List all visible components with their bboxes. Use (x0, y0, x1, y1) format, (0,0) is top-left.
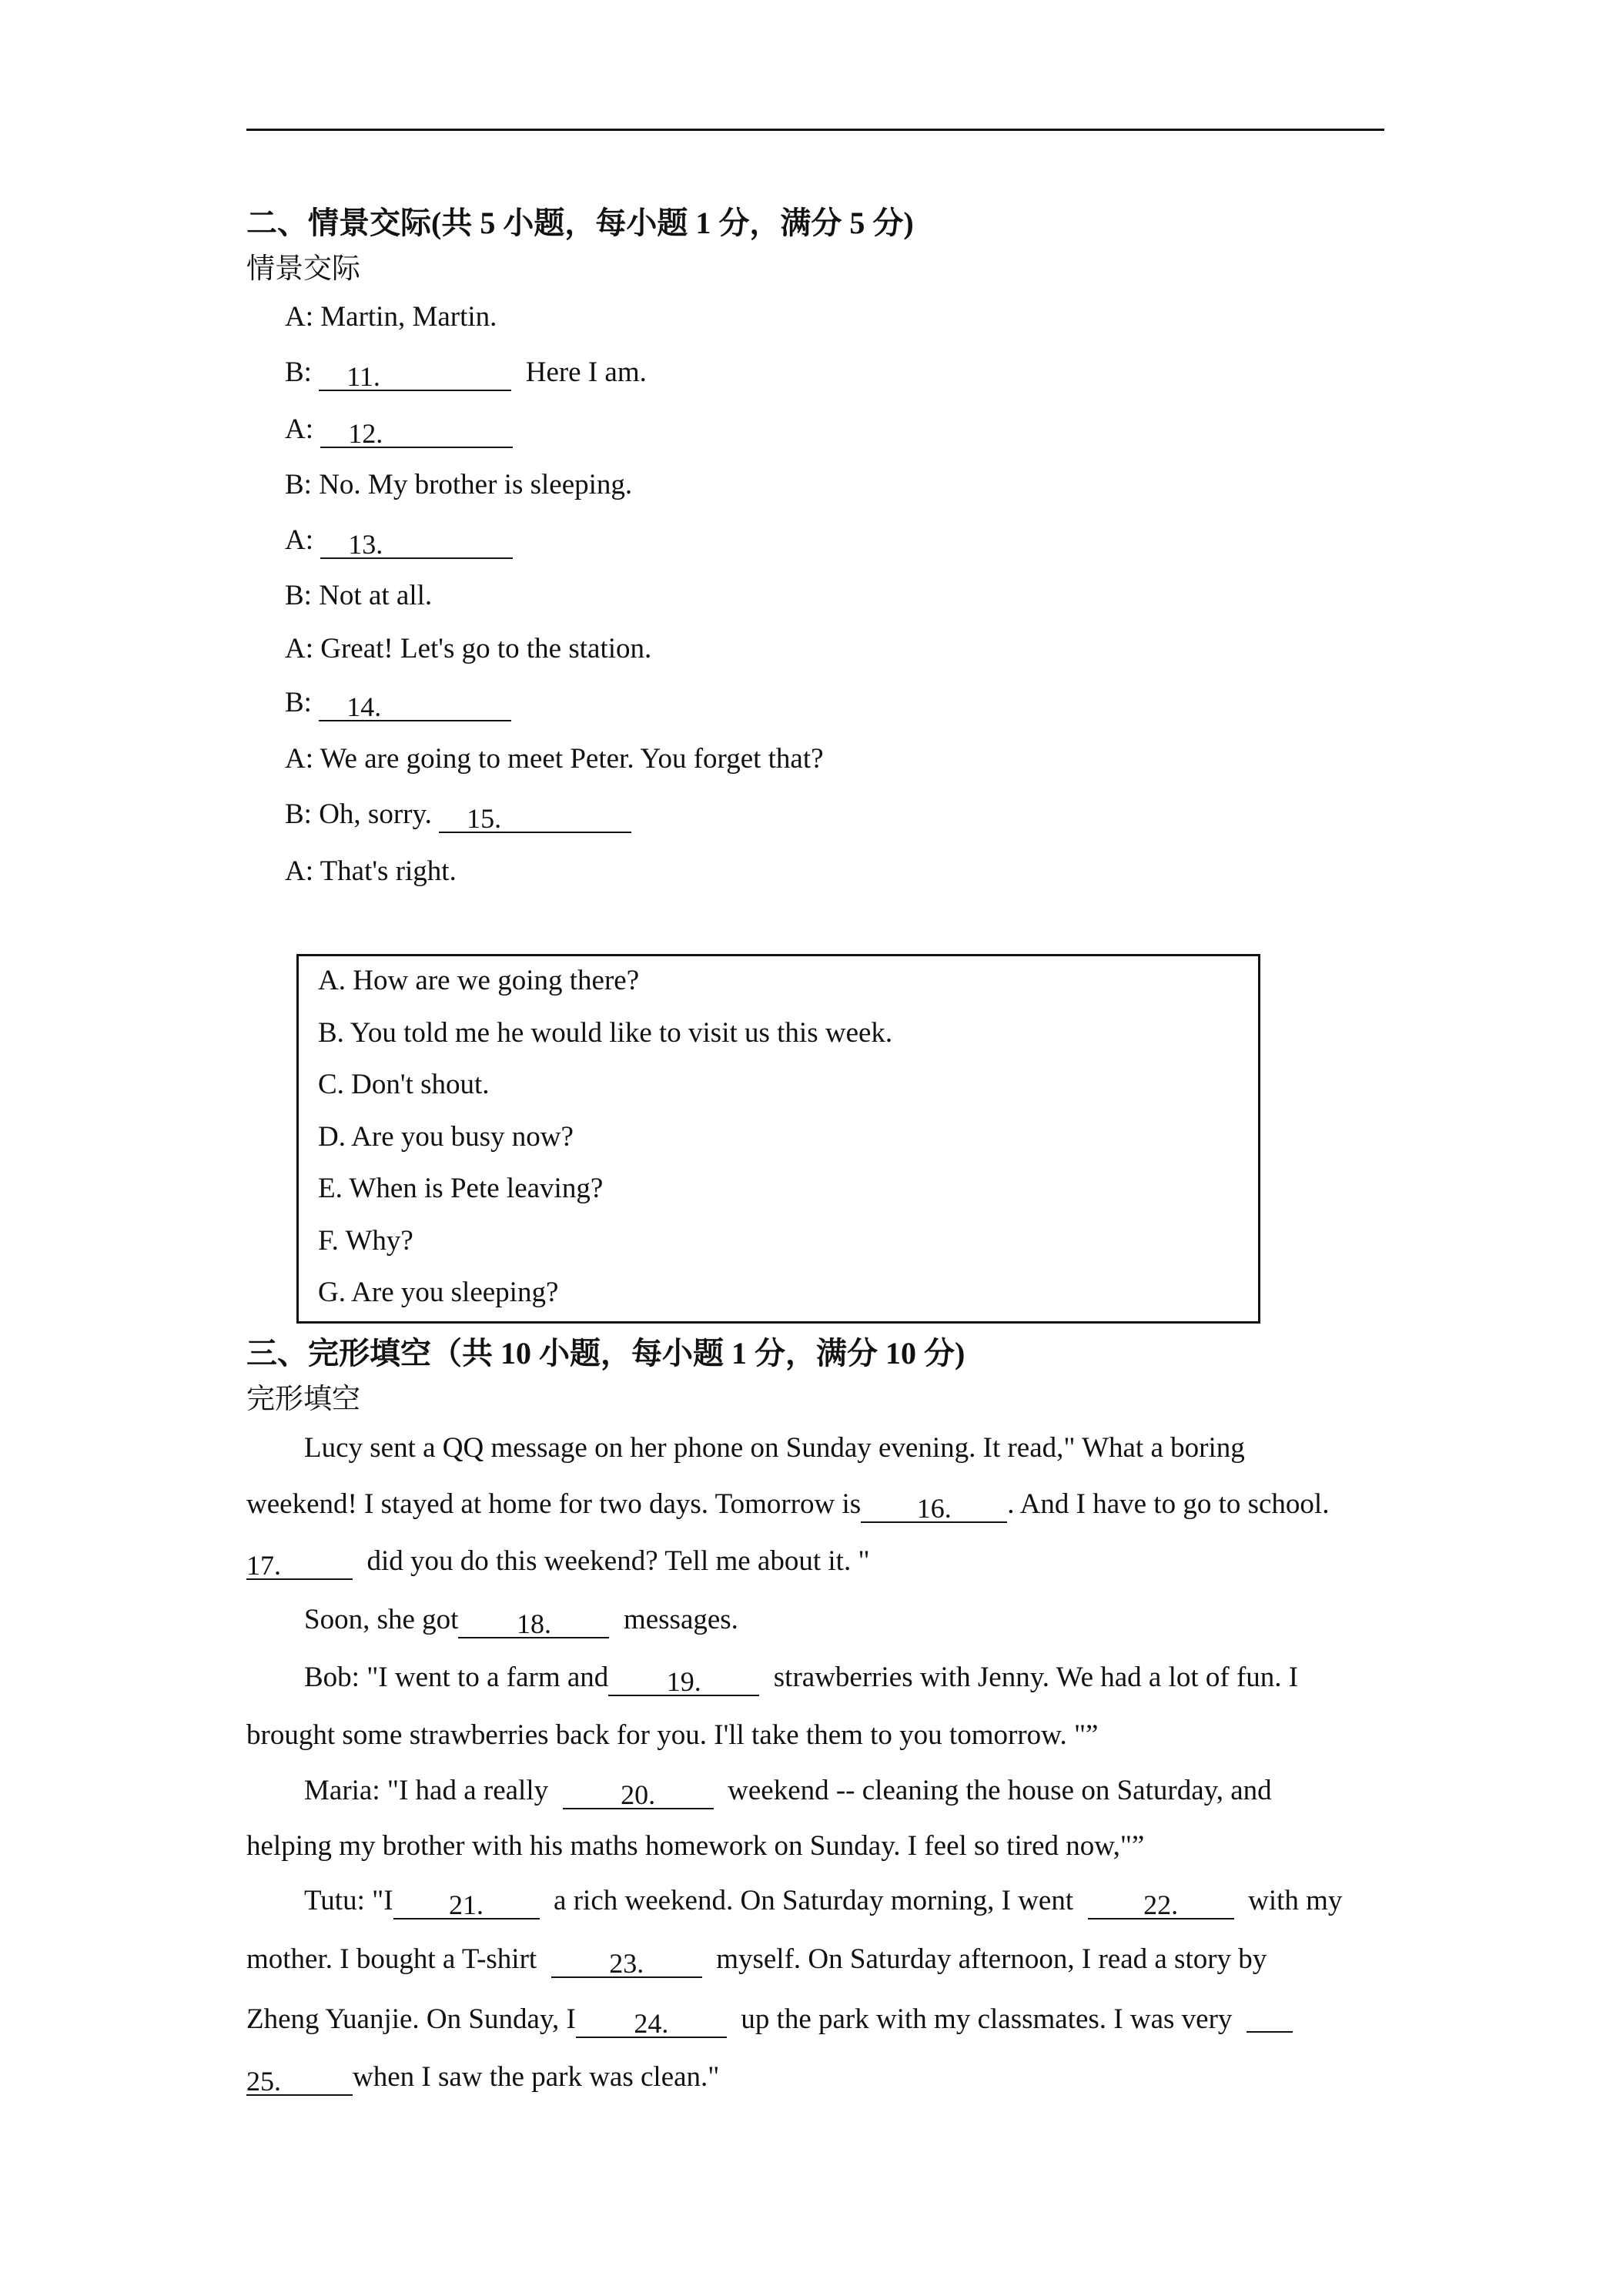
section2-heading: 二、情景交际(共 5 小题，每小题 1 分，满分 5 分) (246, 206, 914, 240)
dialogue-line: A: Martin, Martin. (285, 301, 497, 333)
dialogue-line: B: 14. (285, 686, 511, 721)
section2-subtitle: 情景交际 (246, 253, 360, 285)
section3-heading: 三、完形填空（共 10 小题，每小题 1 分，满分 10 分) (246, 1336, 965, 1371)
option-c: C. Don't shout. (318, 1069, 490, 1100)
option-g: G. Are you sleeping? (318, 1277, 559, 1308)
dialogue-line: B: Oh, sorry. 15. (285, 798, 631, 833)
option-b: B. You told me he would like to visit us this week. (318, 1017, 893, 1049)
answer-blank-16[interactable]: 16. (861, 1492, 1007, 1523)
dialogue-line: A: 12. (285, 413, 513, 448)
answer-blank-18[interactable]: 18. (458, 1608, 609, 1638)
passage-line: Maria: "I had a really 20. weekend -- cleaning the house on Saturday, and (304, 1775, 1272, 1810)
answer-blank-19[interactable]: 19. (608, 1665, 759, 1696)
dialogue-line: A: 13. (285, 524, 513, 559)
answer-blank-11[interactable]: 11. (319, 360, 511, 391)
passage-line: brought some strawberries back for you. I'll take them to you tomorrow. "” (246, 1719, 1099, 1751)
answer-blank-17[interactable]: 17. (246, 1549, 353, 1580)
dialogue-line: B: No. My brother is sleeping. (285, 469, 633, 500)
answer-blank-12[interactable]: 12. (320, 417, 513, 448)
passage-line: Zheng Yuanjie. On Sunday, I 24. up the park with my classmates. I was very (246, 2002, 1293, 2038)
answer-blank-25[interactable]: 25. (246, 2065, 353, 2096)
answer-blank-14[interactable]: 14. (319, 691, 511, 721)
answer-blank-21[interactable]: 21. (393, 1889, 540, 1919)
answer-blank-22[interactable]: 22. (1088, 1889, 1234, 1919)
answer-blank-25-start (1247, 2002, 1293, 2033)
option-f: F. Why? (318, 1225, 413, 1257)
passage-line: Tutu: "I 21. a rich weekend. On Saturday morning, I went 22. with my (304, 1885, 1343, 1920)
passage-line: Soon, she got 18. messages. (304, 1604, 738, 1639)
option-e: E. When is Pete leaving? (318, 1173, 604, 1204)
option-a: A. How are we going there? (318, 965, 640, 996)
section3-subtitle: 完形填空 (246, 1384, 360, 1415)
passage-line: 25. when I saw the park was clean." (246, 2061, 720, 2097)
passage-line: helping my brother with his maths homework on Sunday. I feel so tired now,"” (246, 1830, 1145, 1862)
answer-blank-23[interactable]: 23. (551, 1947, 702, 1978)
dialogue-line: A: That's right. (285, 855, 457, 887)
answer-blank-24[interactable]: 24. (576, 2007, 727, 2038)
dialogue-line: A: We are going to meet Peter. You forget that? (285, 743, 824, 775)
dialogue-line: B: 11. Here I am. (285, 356, 647, 392)
passage-line: Bob: "I went to a farm and 19. strawberries with Jenny. We had a lot of fun. I (304, 1662, 1299, 1697)
passage-line: weekend! I stayed at home for two days. Tomorrow is 16. . And I have to go to school. (246, 1488, 1330, 1524)
top-divider (246, 129, 1384, 131)
passage-line: mother. I bought a T-shirt 23. myself. On Saturday afternoon, I read a story by (246, 1943, 1267, 1979)
answer-options-box (296, 954, 1260, 1324)
passage-line: 17. did you do this weekend? Tell me about it. " (246, 1545, 870, 1581)
dialogue-line: A: Great! Let's go to the station. (285, 633, 652, 664)
answer-blank-20[interactable]: 20. (563, 1779, 714, 1809)
dialogue-line: B: Not at all. (285, 580, 433, 611)
answer-blank-13[interactable]: 13. (320, 528, 513, 559)
passage-line: Lucy sent a QQ message on her phone on Sunday evening. It read," What a boring (304, 1432, 1245, 1464)
option-d: D. Are you busy now? (318, 1121, 574, 1153)
answer-blank-15[interactable]: 15. (439, 802, 631, 833)
